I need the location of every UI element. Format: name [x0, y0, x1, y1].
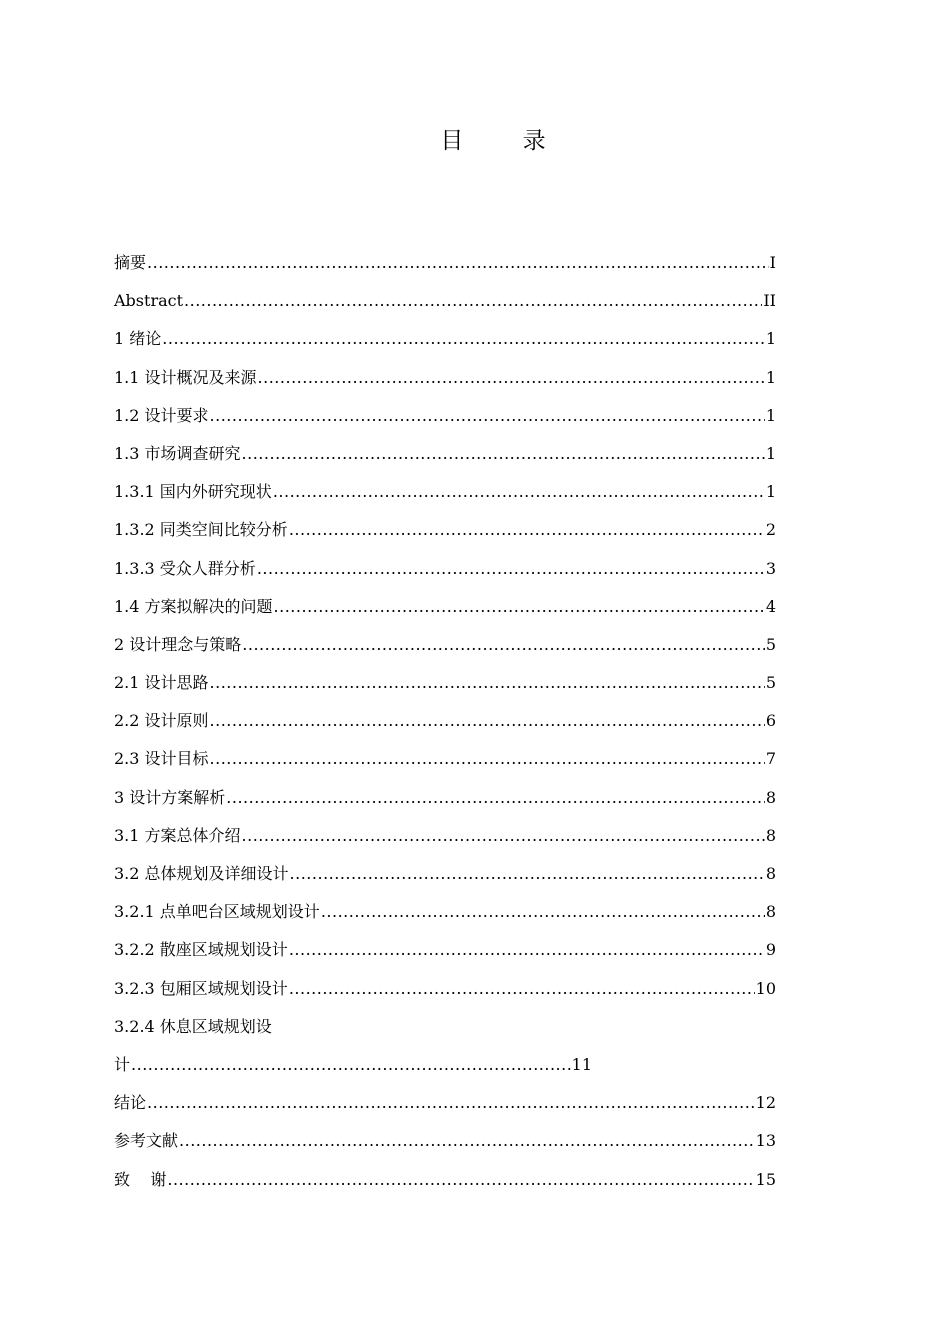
toc-entry[interactable]: [114, 477, 776, 515]
toc-entry[interactable]: [114, 592, 776, 630]
dot-leader: [290, 859, 765, 889]
dot-leader: [321, 897, 765, 927]
toc-entry-page: 5: [765, 673, 776, 693]
dot-leader: [242, 821, 765, 851]
toc-entry[interactable]: [114, 744, 776, 782]
dot-leader: [242, 630, 765, 660]
toc-entry-label: Abstract: [114, 291, 184, 311]
toc-entry-label: 3 设计方案解析: [114, 787, 226, 807]
toc-entry[interactable]: [114, 401, 776, 439]
toc-entry-label: 参考文献: [114, 1131, 179, 1151]
toc-entry-page: 6: [765, 711, 776, 731]
toc-entry-label: 2.2 设计原则: [114, 711, 209, 731]
table-of-contents: [114, 248, 776, 1203]
toc-entry[interactable]: [114, 935, 776, 973]
toc-entry-label: 3.1 方案总体介绍: [114, 825, 241, 845]
toc-entry-label: 3.2.3 包厢区域规划设计: [114, 978, 288, 998]
toc-entry[interactable]: [114, 706, 776, 744]
dot-leader: [167, 1165, 754, 1195]
toc-entry-label: 3.2 总体规划及详细设计: [114, 864, 289, 883]
toc-entry[interactable]: [114, 630, 776, 668]
dot-leader: [210, 401, 765, 431]
toc-entry-label: 1.4 方案拟解决的问题: [114, 596, 273, 616]
dot-leader: [147, 1088, 755, 1118]
toc-entry-label: 致 谢: [114, 1169, 167, 1189]
toc-entry-page: 13: [755, 1131, 776, 1151]
toc-entry[interactable]: [114, 1126, 776, 1164]
toc-entry[interactable]: [114, 859, 776, 897]
dot-leader: [184, 286, 762, 316]
toc-entry-label: 1 绪论: [114, 329, 162, 349]
toc-entry-page: 8: [765, 787, 776, 807]
toc-entry[interactable]: [114, 248, 776, 286]
toc-entry-label: 1.3.1 国内外研究现状: [114, 482, 272, 502]
toc-entry-page: 3: [765, 558, 776, 578]
toc-entry-label: 计: [114, 1054, 131, 1074]
dot-leader: [274, 592, 765, 622]
toc-entry[interactable]: [114, 554, 776, 592]
toc-entry-page: 1: [765, 482, 776, 502]
dot-leader: [162, 324, 765, 354]
dot-leader: [210, 668, 765, 698]
toc-entry-label: 结论: [114, 1093, 147, 1113]
toc-entry[interactable]: [114, 974, 776, 1012]
toc-entry-label: 2.3 设计目标: [114, 749, 209, 769]
toc-entry-label: 1.3.2 同类空间比较分析: [114, 520, 288, 540]
toc-entry[interactable]: [114, 439, 776, 477]
toc-entry[interactable]: [114, 1165, 776, 1203]
toc-entry-label: 3.2.4 休息区域规划设: [114, 1016, 272, 1036]
toc-entry-page: 1: [765, 443, 776, 463]
toc-entry-continued[interactable]: [114, 1050, 592, 1088]
dot-leader: [289, 935, 765, 965]
toc-entry-page: 1: [765, 329, 776, 349]
toc-entry-label: 2 设计理念与策略: [114, 634, 242, 654]
dot-leader: [147, 248, 769, 278]
toc-entry-label: 1.3.3 受众人群分析: [114, 558, 256, 578]
toc-entry-label: 摘要: [114, 253, 147, 272]
toc-entry-page: I: [769, 253, 776, 272]
dot-leader: [179, 1126, 755, 1156]
dot-leader: [226, 783, 765, 813]
toc-entry-page: 5: [765, 634, 776, 654]
toc-entry-page: 8: [765, 825, 776, 845]
toc-entry-page: II: [763, 291, 776, 311]
toc-entry-page: 7: [765, 749, 776, 769]
dot-leader: [257, 554, 765, 584]
toc-entry[interactable]: [114, 363, 776, 401]
toc-entry-page: 2: [765, 520, 776, 540]
dot-leader: [289, 515, 765, 545]
toc-entry-page: 10: [755, 978, 776, 998]
toc-entry-page: 8: [765, 864, 776, 883]
toc-entry-page: 11: [571, 1054, 592, 1074]
dot-leader: [273, 477, 765, 507]
toc-entry-label: 1.1 设计概况及来源: [114, 367, 257, 387]
dot-leader: [131, 1050, 571, 1080]
toc-entry[interactable]: [114, 1012, 776, 1050]
toc-entry[interactable]: [114, 897, 776, 935]
dot-leader: [242, 439, 765, 469]
dot-leader: [258, 363, 765, 393]
toc-entry-page: 9: [765, 940, 776, 960]
toc-entry-page: 15: [755, 1169, 776, 1189]
page-title: 目 录: [440, 128, 572, 154]
toc-entry[interactable]: [114, 286, 776, 324]
dot-leader: [210, 706, 765, 736]
toc-entry[interactable]: [114, 783, 776, 821]
toc-entry-label: 3.2.1 点单吧台区域规划设计: [114, 902, 320, 922]
toc-entry[interactable]: [114, 324, 776, 362]
toc-entry[interactable]: [114, 668, 776, 706]
toc-entry-page: 1: [765, 367, 776, 387]
toc-entry-label: 3.2.2 散座区域规划设计: [114, 940, 288, 960]
toc-entry[interactable]: [114, 515, 776, 553]
toc-entry-label: 2.1 设计思路: [114, 673, 209, 693]
toc-entry-page: 8: [765, 902, 776, 922]
toc-entry-label: 1.3 市场调查研究: [114, 443, 241, 463]
toc-entry-page: 12: [755, 1093, 776, 1113]
toc-entry[interactable]: [114, 1088, 776, 1126]
toc-entry-page: 4: [765, 596, 776, 616]
dot-leader: [289, 974, 755, 1004]
toc-entry[interactable]: [114, 821, 776, 859]
toc-entry-page: 1: [765, 405, 776, 425]
toc-entry-label: 1.2 设计要求: [114, 405, 209, 425]
dot-leader: [210, 744, 765, 774]
